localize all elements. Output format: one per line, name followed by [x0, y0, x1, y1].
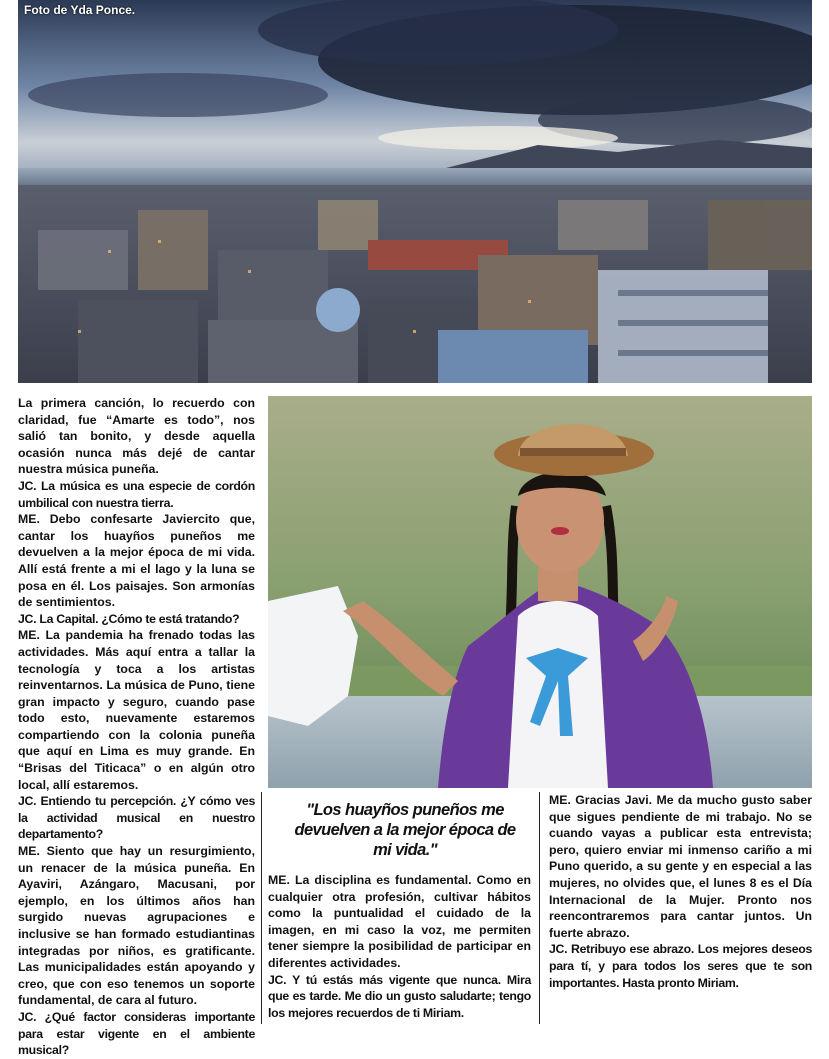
question-paragraph: JC. La música es una especie de cordón umbilical con nuestra tierra.: [18, 478, 255, 510]
answer-paragraph: La primera canción, lo recuerdo con claridad, fue “Amarte es todo”, nos salió tan bonito, y desde aquella ocasión nunca más dejé de cantar nuestra música puneña.: [18, 396, 255, 477]
singer-illustration: [268, 396, 812, 788]
column-divider-right: [539, 792, 540, 1024]
question-paragraph: JC. Y tú estás más vigente que nunca. Mira que es tarde. Me dio un gusto saludarte; tengo los mejores recuerdos de ti Miriam.: [268, 972, 531, 1020]
answer-paragraph: ME. La pandemia ha frenado todas las actividades. Más aquí entra a tallar la tecnología y toca a los artistas reinventarnos. La música de Puno, tiene gran impacto y seguro, cuando pase todo esto, nuevamente estaremos compartiendo con la colonia puneña que aquí en Lima es muy grande. En “Brisas del Titicaca” o en algún otro local, allí estaremos.: [18, 628, 255, 792]
right-text-column: [549, 792, 812, 991]
answer-paragraph: ME. Debo confesarte Javiercito que, cantar los huayños puneños me devuelven a la mejor época de mi vida. Allí está frente a mi el lago y la luna se posa en él. Los paisajes. Son armonías de sentimientos.: [18, 512, 255, 610]
middle-text-column: [268, 872, 531, 1021]
city-lake-illustration: [18, 0, 812, 383]
question-paragraph: JC. ¿Qué factor consideras importante para estar vigente en el ambiente musical?: [18, 1009, 255, 1058]
photo-credit: Foto de Yda Ponce.: [24, 3, 136, 17]
question-paragraph: JC. Retribuyo ese abrazo. Los mejores deseos para tí, y para todos los seres que te son importantes. Hasta pronto Miriam.: [549, 942, 812, 990]
question-paragraph: JC. Entiendo tu percepción. ¿Y cómo ves la actividad musical en nuestro departamento?: [18, 794, 255, 842]
column-divider-left: [261, 792, 262, 1024]
answer-paragraph: ME. Gracias Javi. Me da mucho gusto saber que sigues pendiente de mi trabajo. No se cuando vayas a publicar esta entrevista; pero, quiero enviar mi inmenso cariño a mi Puno querido, a su gente y en especial a las mujeres, no olvides que, el lunes 8 es el Día Internacional de la Mujer. Pronto nos reencontraremos para cantar juntos. Un fuerte abrazo.: [549, 793, 812, 940]
question-paragraph: JC. La Capital. ¿Cómo te está tratando?: [18, 611, 240, 626]
puno-city-photo: [18, 0, 812, 383]
singer-portrait-photo: [268, 396, 812, 788]
answer-paragraph: ME. La disciplina es fundamental. Como en cualquier otra profesión, cultivar hábitos como la puntualidad el cuidado de la imagen, en mi caso la voz, me permiten tener siempre la posibilidad de participar en diferentes actividades.: [268, 873, 531, 970]
left-text-column: [18, 395, 255, 1059]
answer-paragraph: ME. Siento que hay un resurgimiento, un renacer de la música puneña. En Ayaviri, Azángaro, Macusani, por ejemplo, en los últimos años han surgido nuevas agrupaciones e inclusive se han formado estudiantinas integradas por niños, es gratificante. Las municipalidades están apoyando y creo, que con eso tenemos un soporte fundamental, de cara al futuro.: [18, 844, 255, 1008]
pull-quote: "Los huayños puneños me devuelven a la mejor época de mi vida.": [294, 801, 516, 859]
